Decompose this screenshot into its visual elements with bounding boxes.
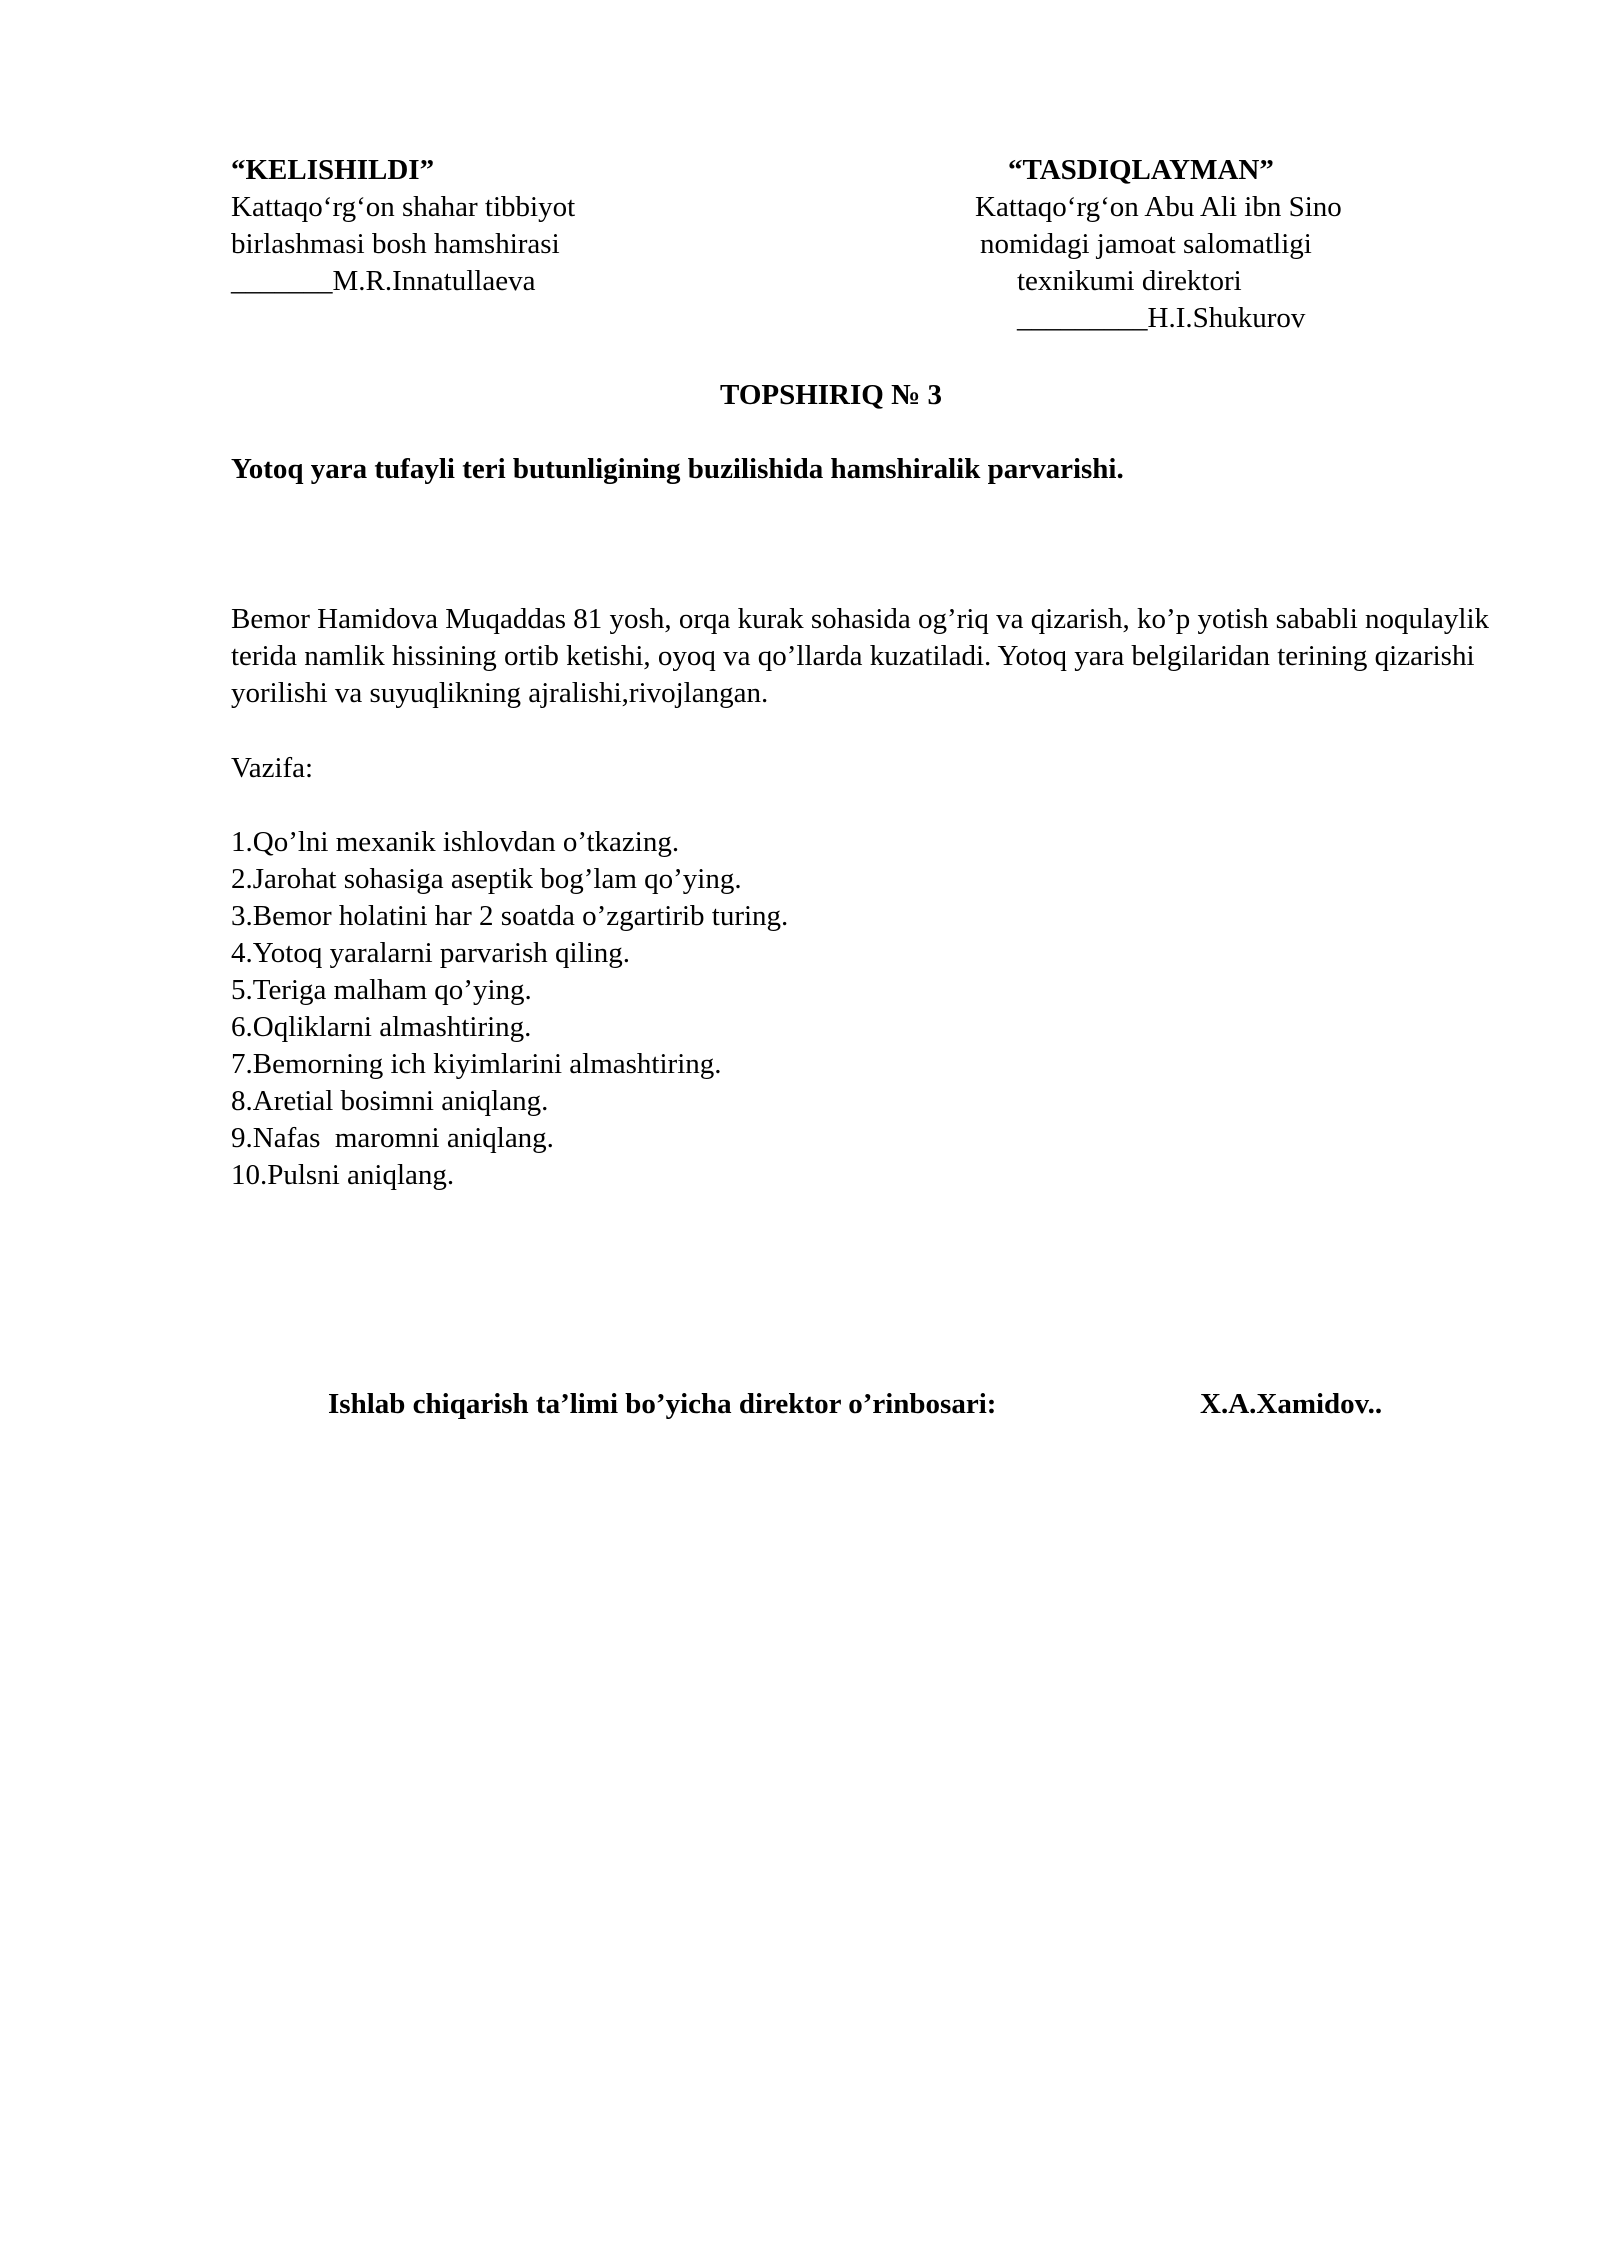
list-item: 3.Bemor holatini har 2 soatda o’zgartirib turing.	[231, 900, 789, 932]
list-item: 2.Jarohat sohasiga aseptik bog’lam qo’ying.	[231, 863, 742, 895]
right-approval-heading: “TASDIQLAYMAN”	[1008, 154, 1274, 186]
list-item: 10.Pulsni aniqlang.	[231, 1159, 455, 1191]
list-item: 7.Bemorning ich kiyimlarini almashtiring.	[231, 1048, 722, 1080]
signature-role: Ishlab chiqarish ta’limi bo’yicha direktor o’rinbosari:	[328, 1388, 997, 1420]
case-description: Bemor Hamidova Muqaddas 81 yosh, orqa kurak sohasida og’riq va qizarish, ko’p yotish sababli noqulaylik terida namlik hissining ortib ketishi, oyoq va qo’llarda kuzatiladi. Yotoq yara belgilaridan terining qizarishi yorilishi va suyuqlikning ajralishi,rivojlangan.	[231, 603, 1490, 709]
left-approval-line-1: Kattaqo‘rg‘on shahar tibbiyot	[231, 191, 576, 223]
list-item: 5.Teriga malham qo’ying.	[231, 974, 532, 1006]
right-approval-line-3: texnikumi direktori	[1017, 265, 1242, 297]
left-approval-block	[231, 152, 575, 300]
document-number-title: TOPSHIRIQ № 3	[720, 379, 942, 411]
right-approval-line-2: nomidagi jamoat salomatligi	[980, 228, 1312, 260]
right-approval-line-1: Kattaqo‘rg‘on Abu Ali ibn Sino	[975, 191, 1342, 223]
task-heading: Vazifa:	[231, 752, 314, 784]
right-approval-signature: _________H.I.Shukurov	[1017, 302, 1306, 334]
left-approval-signature: _______M.R.Innatullaeva	[231, 265, 536, 297]
document-subject: Yotoq yara tufayli teri butunligining buzilishida hamshiralik parvarishi.	[231, 453, 1124, 485]
left-approval-heading: “KELISHILDI”	[231, 154, 435, 186]
right-approval-block	[975, 152, 1342, 337]
list-item: 8.Aretial bosimni aniqlang.	[231, 1085, 549, 1117]
list-item: 4.Yotoq yaralarni parvarish qiling.	[231, 937, 630, 969]
signature-name: X.A.Xamidov..	[1200, 1388, 1383, 1420]
left-approval-line-2: birlashmasi bosh hamshirasi	[231, 228, 560, 260]
list-item: 6.Oqliklarni almashtiring.	[231, 1011, 532, 1043]
list-item: 9.Nafas maromni aniqlang.	[231, 1122, 554, 1154]
task-list	[231, 824, 788, 1194]
list-item: 1.Qo’lni mexanik ishlovdan o’tkazing.	[231, 826, 680, 858]
